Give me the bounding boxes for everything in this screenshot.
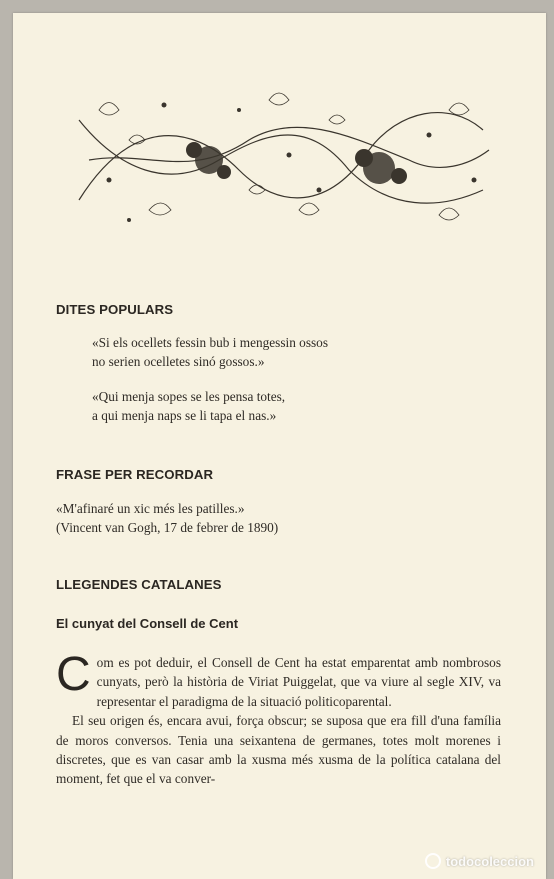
section-heading-frase-per-recordar: FRASE PER RECORDAR [56,467,214,482]
story-title: El cunyat del Consell de Cent [56,616,239,631]
saying-2 [92,387,285,425]
paragraph-2: El seu origen és, encara avui, força obscur; se suposa que era fill d'una família de moros conversos. Tenia una seixantena de germanes, totes molt morenes i discretes, que es van casar amb la xusma més xusma de la política catalana del moment, fet que el va conver- [56,713,501,787]
book-page [13,13,546,879]
watermark-text: todocoleccion [445,853,534,869]
quote-block [56,499,278,537]
section-heading-llegendes-catalanes: LLEGENDES CATALANES [56,577,222,592]
saying-1-line-2: no serien ocelletes sinó gossos.» [92,354,265,369]
section-heading-dites-populars: DITES POPULARS [56,302,174,317]
drop-cap: C [56,648,91,701]
paragraph-1-text: om es pot deduir, el Consell de Cent ha estat emparentat amb nombrosos cunyats, però la història de Viriat Puiggelat, que va viure al segle XIV, va representar el paradigma de la situació politicoparental. [96,655,501,709]
floral-ornament-image [69,80,493,232]
quote-attribution: (Vincent van Gogh, 17 de febrer de 1890) [56,520,279,535]
saying-2-line-1: «Qui menja sopes se les pensa totes, [92,389,286,404]
paragraph-1 [56,648,501,711]
saying-2-line-2: a qui menja naps se li tapa el nas.» [92,408,277,423]
story-body [56,648,501,789]
saying-1 [92,333,328,371]
saying-1-line-1: «Si els ocellets fessin bub i mengessin ossos [92,335,329,350]
watermark-logo-icon [425,853,441,869]
watermark [425,853,534,869]
quote-text: «M'afinaré un xic més les patilles.» [56,501,245,516]
